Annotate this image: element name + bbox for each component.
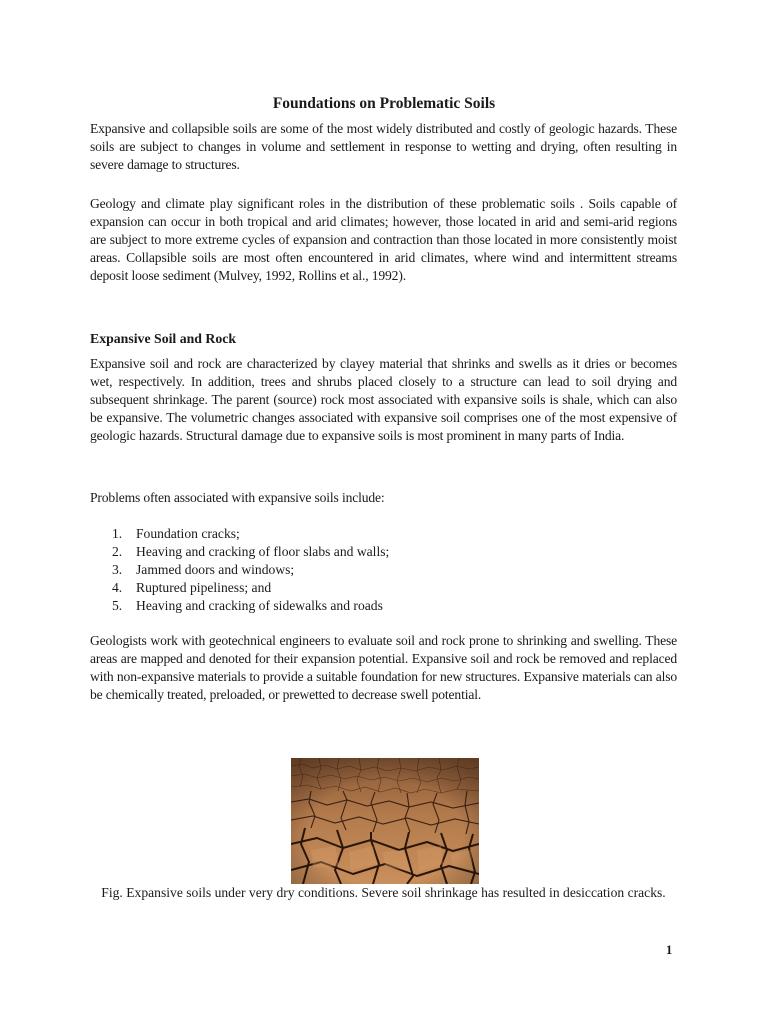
- problems-list: [90, 525, 650, 615]
- paragraph-expansive-soil: Expansive soil and rock are characterized by clayey material that shrinks and swells as it dries or becomes wet, respectively. In addition, trees and shrubs placed closely to a structure can lead to soil drying and subsequent shrinkage. The parent (source) rock most associated with expansive soils is shale, which can also be expansive. The volumetric changes associated with expansive soil comprises one of the most expensive of geologic hazards. Structural damage due to expansive soils is most prominent in many parts of India.: [90, 356, 677, 443]
- list-item: [90, 525, 650, 543]
- section-heading-expansive-soil: Expansive Soil and Rock: [90, 331, 237, 346]
- list-item: [90, 579, 650, 597]
- cracked-soil-photo: [291, 758, 479, 884]
- list-item: [90, 543, 650, 561]
- list-item-text: Jammed doors and windows;: [136, 562, 295, 577]
- list-item-text: Foundation cracks;: [136, 526, 240, 541]
- paragraph-geology-climate: Geology and climate play significant roles in the distribution of these problematic soils . Soils capable of expansion can occur in both tropical and arid climates; however, those located in arid and semi-arid regions are subject to more extreme cycles of expansion and contraction than those located in more consistently moist areas. Collapsible soils are most often encountered in arid climates, where wind and intermittent streams deposit loose sediment (Mulvey, 1992, Rollins et al., 1992).: [90, 196, 677, 283]
- page-number: 1: [666, 943, 673, 957]
- list-item-number: 1.: [112, 526, 123, 541]
- paragraph-geologists: Geologists work with geotechnical engineers to evaluate soil and rock prone to shrinking and swelling. These areas are mapped and denoted for their expansion potential. Expansive soil and rock be removed and replaced with non-expansive materials to provide a suitable foundation for new structures. Expansive materials can also be chemically treated, preloaded, or prewetted to decrease swell potential.: [90, 633, 677, 702]
- figure-caption: Fig. Expansive soils under very dry conditions. Severe soil shrinkage has resulted in desiccation cracks.: [101, 885, 666, 900]
- list-item-number: 4.: [112, 580, 123, 595]
- list-item: [90, 561, 650, 579]
- list-item: [90, 597, 650, 615]
- paragraph-problems-intro: Problems often associated with expansive soils include:: [90, 490, 385, 505]
- list-item-text: Heaving and cracking of floor slabs and walls;: [136, 544, 390, 559]
- list-item-text: Heaving and cracking of sidewalks and roads: [136, 598, 383, 613]
- list-item-text: Ruptured pipeliness; and: [136, 580, 272, 595]
- paragraph-intro: Expansive and collapsible soils are some of the most widely distributed and costly of geologic hazards. These soils are subject to changes in volume and settlement in response to wetting and drying, often resulting in severe damage to structures.: [90, 121, 677, 172]
- list-item-number: 2.: [112, 544, 123, 559]
- list-item-number: 3.: [112, 562, 123, 577]
- list-item-number: 5.: [112, 598, 123, 613]
- document-title: Foundations on Problematic Soils: [272, 95, 496, 112]
